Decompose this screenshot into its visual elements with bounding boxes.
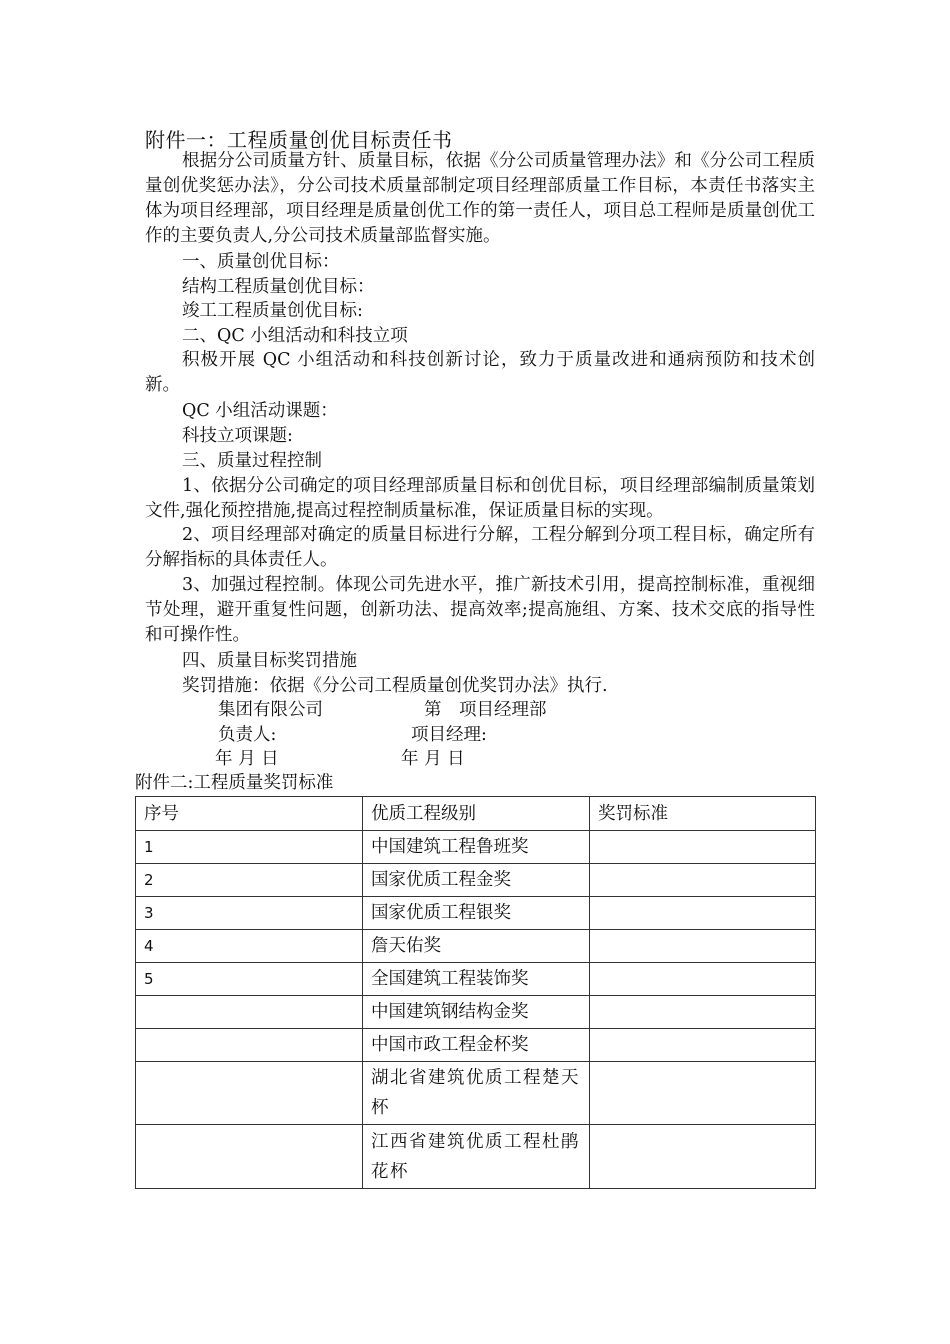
table-row bbox=[136, 1029, 816, 1062]
sign-date-left: 年 月 日 bbox=[215, 749, 279, 769]
row-level: 中国建筑工程鲁班奖 bbox=[363, 831, 590, 864]
row-level: 国家优质工程金奖 bbox=[363, 864, 590, 897]
control-paragraph-2: 2、项目经理部对确定的质量目标进行分解，工程分解到分项工程目标，确定所有分解指标的具体责任人。 bbox=[145, 525, 815, 570]
row-level: 全国建筑工程装饰奖 bbox=[363, 963, 590, 996]
row-no: 5 bbox=[136, 963, 363, 996]
document-title: 附件一：工程质量创优目标责任书 bbox=[145, 128, 453, 152]
table-row bbox=[136, 1125, 816, 1189]
sign-project-manager: 项目经理: bbox=[411, 725, 487, 745]
row-level: 湖北省建筑优质工程楚天杯 bbox=[363, 1062, 590, 1125]
row-level: 江西省建筑优质工程杜鹃花杯 bbox=[363, 1125, 590, 1189]
sign-department: 第 项目经理部 bbox=[424, 700, 547, 720]
row-no bbox=[136, 1125, 363, 1189]
attachment-2-title: 附件二:工程质量奖罚标准 bbox=[135, 773, 334, 793]
sign-date-right: 年 月 日 bbox=[401, 749, 465, 769]
table-row bbox=[136, 963, 816, 996]
row-level: 中国建筑钢结构金奖 bbox=[363, 996, 590, 1029]
row-level: 国家优质工程银奖 bbox=[363, 897, 590, 930]
reward-standard-table bbox=[135, 796, 816, 1189]
header-no: 序号 bbox=[136, 797, 363, 831]
row-no bbox=[136, 1029, 363, 1062]
row-standard bbox=[590, 897, 816, 930]
row-standard bbox=[590, 1125, 816, 1189]
table-row bbox=[136, 1062, 816, 1125]
completion-goal-line: 竣工工程质量创优目标: bbox=[182, 301, 363, 321]
section-4-heading: 四、质量目标奖罚措施 bbox=[182, 651, 357, 671]
table-header-row bbox=[136, 797, 816, 831]
sign-responsible-person: 负责人: bbox=[218, 725, 277, 745]
row-standard bbox=[590, 930, 816, 963]
intro-paragraph: 根据分公司质量方针、质量目标，依据《分公司质量管理办法》和《分公司工程质量创优奖惩办法》，分公司技术质量部制定项目经理部质量工作目标，本责任书落实主体为项目经理部，项目经理是质量创优工作的第一责任人，项目总工程师是质量创优工作的主要负责人,分公司技术质量部监督实施。 bbox=[145, 151, 815, 246]
reward-measures-line: 奖罚措施：依据《分公司工程质量创优奖罚办法》执行. bbox=[182, 676, 608, 696]
control-paragraph-3: 3、加强过程控制。体现公司先进水平，推广新技术引用，提高控制标准，重视细节处理，避开重复性问题，创新功法、提高效率;提高施组、方案、技术交底的指导性和可操作性。 bbox=[145, 575, 815, 645]
row-standard bbox=[590, 1029, 816, 1062]
row-no: 3 bbox=[136, 897, 363, 930]
row-level: 詹天佑奖 bbox=[363, 930, 590, 963]
table-row bbox=[136, 831, 816, 864]
header-level: 优质工程级别 bbox=[363, 797, 590, 831]
row-no: 1 bbox=[136, 831, 363, 864]
section-3-heading: 三、质量过程控制 bbox=[182, 451, 322, 471]
structure-goal-line: 结构工程质量创优目标： bbox=[182, 277, 375, 297]
row-standard bbox=[590, 1062, 816, 1125]
tech-topic-line: 科技立项课题: bbox=[182, 426, 293, 446]
row-no: 2 bbox=[136, 864, 363, 897]
row-level: 中国市政工程金杯奖 bbox=[363, 1029, 590, 1062]
table-row bbox=[136, 864, 816, 897]
row-no: 4 bbox=[136, 930, 363, 963]
row-no bbox=[136, 1062, 363, 1125]
row-standard bbox=[590, 831, 816, 864]
section-1-heading: 一、质量创优目标： bbox=[182, 252, 340, 272]
qc-topic-line: QC 小组活动课题： bbox=[182, 401, 338, 421]
table-row bbox=[136, 996, 816, 1029]
row-no bbox=[136, 996, 363, 1029]
header-standard: 奖罚标准 bbox=[590, 797, 816, 831]
qc-paragraph: 积极开展 QC 小组活动和科技创新讨论，致力于质量改进和通病预防和技术创新。 bbox=[145, 350, 815, 395]
table-row bbox=[136, 897, 816, 930]
row-standard bbox=[590, 864, 816, 897]
table-row bbox=[136, 930, 816, 963]
row-standard bbox=[590, 996, 816, 1029]
row-standard bbox=[590, 963, 816, 996]
control-paragraph-1: 1、依据分公司确定的项目经理部质量目标和创优目标，项目经理部编制质量策划文件,强化预控措施,提高过程控制质量标准，保证质量目标的实现。 bbox=[145, 476, 815, 521]
sign-company: 集团有限公司 bbox=[218, 700, 323, 720]
section-2-heading: 二、QC 小组活动和科技立项 bbox=[182, 326, 408, 346]
